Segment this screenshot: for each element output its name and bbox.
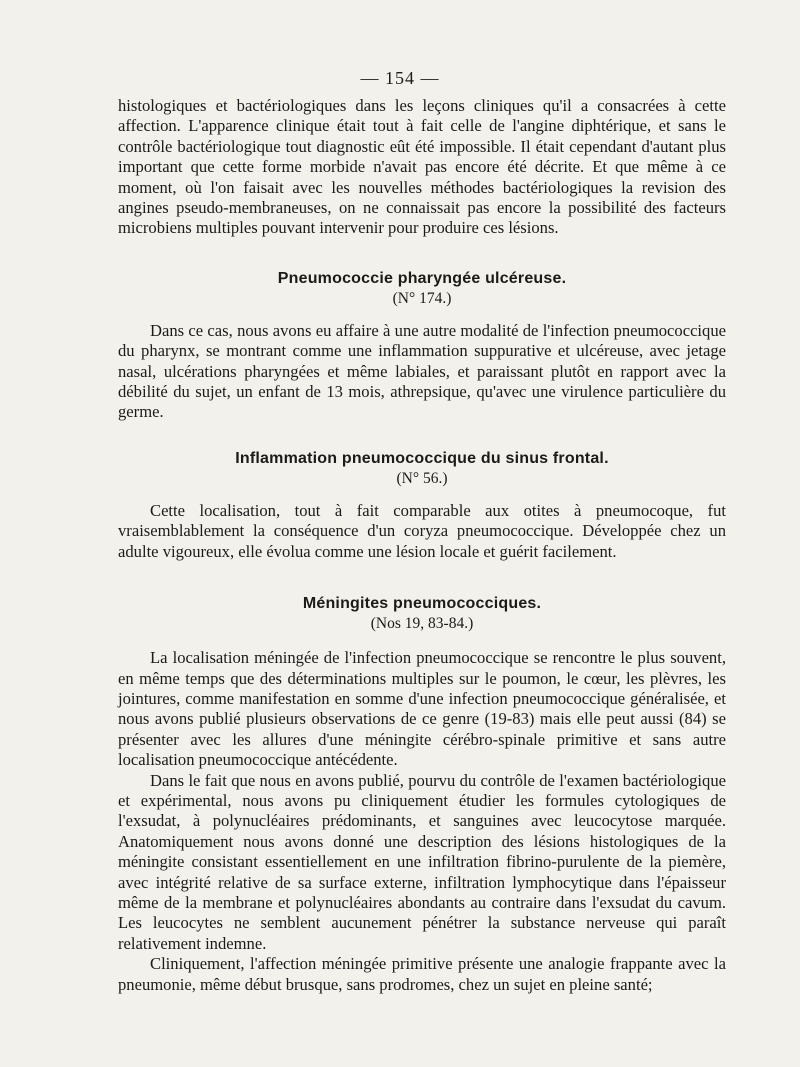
section-heading [118, 594, 726, 634]
section-heading [118, 269, 726, 309]
intro-paragraph [118, 96, 726, 239]
text-column [118, 96, 726, 995]
body-paragraph: Cliniquement, l'affection méningée primitive présente une analogie frappante avec la pneumonie, même début brusque, sans prodromes, chez un sujet en pleine santé; [118, 954, 726, 994]
body-paragraph: Cette localisation, tout à fait comparable aux otites à pneumocoque, fut vraisemblablement la conséquence d'un coryza pneumococcique. Développée chez un adulte vigoureux, elle évolua comme une lésion locale et guérit facilement. [118, 500, 726, 561]
intro-line: histologiques et bactériologiques dans les leçons cliniques qu'il a consacrées à cette [118, 96, 726, 115]
intro-line: affection. L'apparence clinique était tout à fait celle de l'angine diphtérique, et sans [118, 116, 715, 136]
intro-line: le contrôle bactériologique tout diagnostic eût été impossible. Il était cependant [118, 116, 726, 156]
intro-line: revision des angines pseudo-membraneuses, on ne connaissait pas encore la possibilité [118, 177, 726, 218]
section-title: Méningites pneumococciques. [302, 595, 542, 613]
body-paragraph: Dans ce cas, nous avons eu affaire à une autre modalité de l'infection pneumococcique du pharynx, se montrant comme une inflammation suppurative et ulcéreuse, avec jetage nasal, ulcérations pharyngées et même labiales, et paraissant plutôt en rapport avec la débilité du sujet, un enfant de 13 mois, athrepsique, qu'avec une virulence particulière du germe. [118, 320, 726, 422]
intro-line: d'autant plus important que cette forme morbide n'avait pas encore été décrite. Et que [118, 136, 726, 177]
intro-line: même à ce moment, où l'on faisait avec les nouvelles méthodes bactériologiques la [118, 157, 727, 197]
section-reference: (N° 174.) [392, 289, 452, 307]
body-paragraph: La localisation méningée de l'infection pneumococcique se rencontre le plus souvent, en même temps que des déterminations multiples sur le poumon, le cœur, les plèvres, les jointures, comme manifestation en somme d'une infection pneumococcique généralisée, et nous avons publié plusieurs observations de ce genre (19-83) mais elle peut aussi (84) se présenter avec les allures d'une méningite cérébro-spinale primitive et sans autre localisation pneumococcique antécédente. [118, 648, 726, 770]
intro-line: des facteurs microbiens multiples pouvant intervenir pour produire ces lésions. [118, 198, 726, 238]
page-number: — 154 — [360, 68, 440, 88]
section-heading [118, 449, 726, 489]
section-reference: (N° 56.) [396, 469, 448, 487]
section-reference: (Nos 19, 83-84.) [370, 615, 474, 633]
section-title: Inflammation pneumococcique du sinus frontal. [235, 449, 609, 467]
body-paragraph: Dans le fait que nous en avons publié, pourvu du contrôle de l'examen bactériologique et expérimental, nous avons pu cliniquement étudier les formules cytologiques de l'exsudat, à polynucléaires prédominants, et sanguines avec leucocytose marquée. Anatomiquement nous avons donné une description des lésions histologiques de la méningite consistant essentiellement en une infiltration fibrino-purulente de la piemère, avec intégrité relative de sa surface externe, infiltration lymphocytique dans l'épaisseur même de la membrane et polynucléaires abondants au contraire dans l'exsudat du cavum. Les leucocytes ne semblent aucunement pénétrer la substance nerveuse qui paraît relativement indemne. [118, 770, 726, 953]
section-title: Pneumococcie pharyngée ulcéreuse. [277, 269, 567, 287]
